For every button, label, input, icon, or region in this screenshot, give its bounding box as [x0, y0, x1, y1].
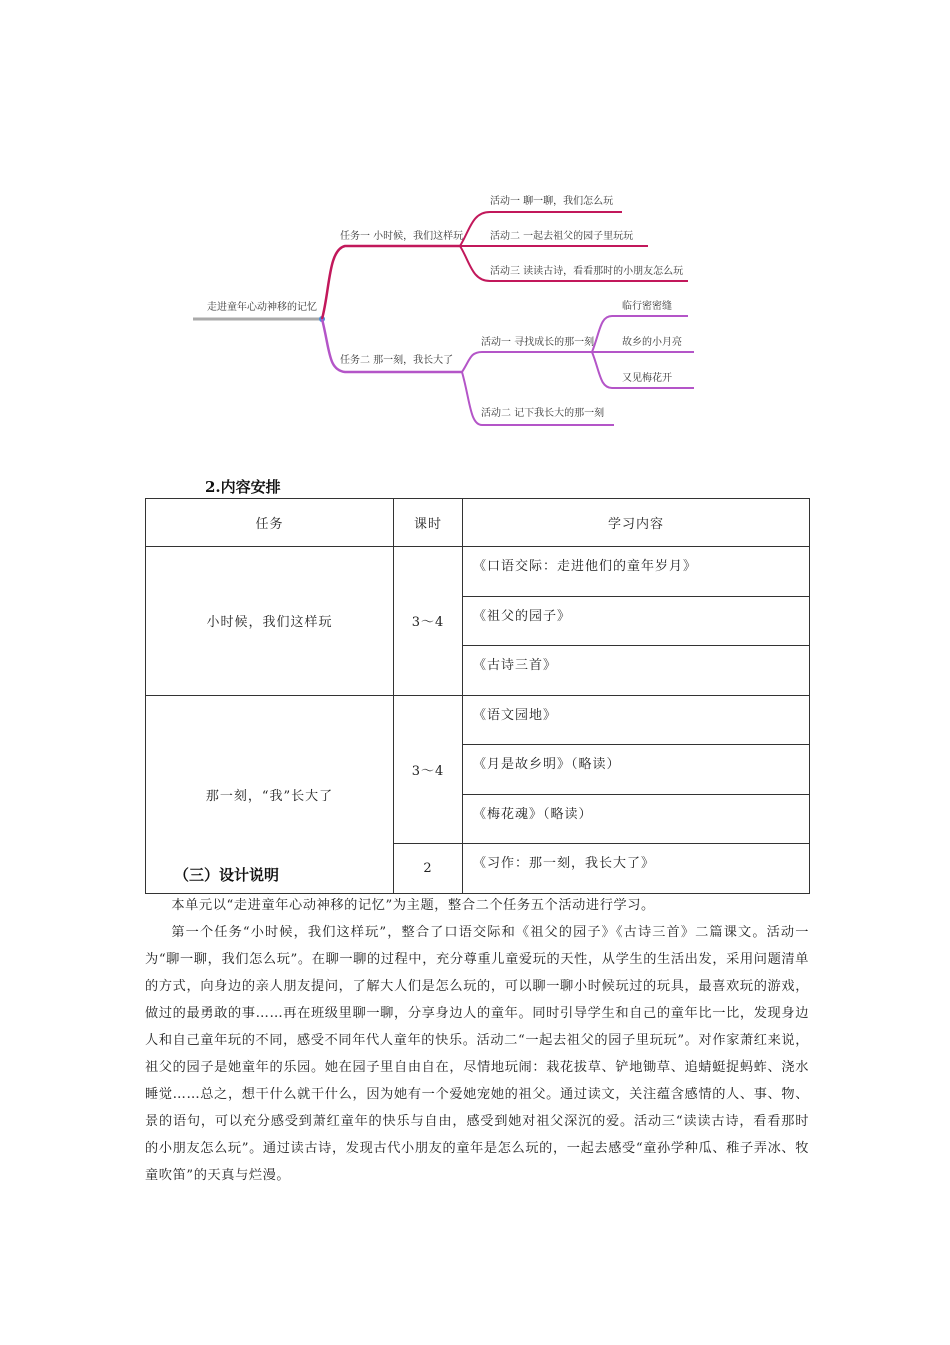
table-header-row [146, 499, 810, 547]
task1-activity2-label: 活动二 一起去祖父的园子里玩玩 [490, 231, 634, 242]
subitem1-label: 临行密密缝 [622, 301, 672, 312]
hours-cell: 2 [394, 844, 463, 894]
subitem3-label: 又见梅花开 [622, 373, 672, 384]
content-cell: 《口语交际：走进他们的童年岁月》 [463, 547, 810, 597]
content-cell: 《梅花魂》（略读） [463, 794, 810, 844]
content-cell: 《古诗三首》 [463, 646, 810, 696]
task1-connector [322, 246, 460, 319]
content-cell: 《习作：那一刻，我长大了》 [463, 844, 810, 894]
content-cell: 《语文园地》 [463, 695, 810, 745]
task1-activity3-label: 活动三 读读古诗，看看那时的小朋友怎么玩 [490, 266, 684, 277]
task-cell: 那一刻，“我”长大了 [146, 695, 394, 893]
task1-label: 任务一 小时候，我们这样玩 [340, 231, 464, 242]
hours-cell: 3～4 [394, 547, 463, 696]
section-title-content-arrangement: 2.内容安排 [205, 478, 281, 496]
hours-cell: 3～4 [394, 695, 463, 844]
section-title-design-notes: （三）设计说明 [174, 866, 280, 884]
design-notes-body [145, 892, 809, 1189]
subitem2-label: 故乡的小月亮 [622, 337, 682, 348]
task2-activity2-label: 活动二 记下我长大的那一刻 [481, 408, 605, 419]
task2-activity1-connector [462, 352, 592, 372]
header-hours: 课时 [394, 499, 463, 547]
paragraph: 第一个任务“小时候，我们这样玩”，整合了口语交际和《祖父的园子》《古诗三首》二篇课文。活动一为“聊一聊，我们怎么玩”。在聊一聊的过程中，充分尊重儿童爱玩的天性，从学生的生活出发，采用问题清单的方式，向身边的亲人朋友提问，了解大人们是怎么玩的，可以聊一聊小时候玩过的玩具，最喜欢玩的游戏，做过的最勇敢的事……再在班级里聊一聊，分享身边人的童年。同时引导学生和自己的童年比一比，发现身边人和自己童年玩的不同，感受不同年代人童年的快乐。活动二“一起去祖父的园子里玩玩”。对作家萧红来说，祖父的园子是她童年的乐园。她在园子里自由自在，尽情地玩闹：栽花拔草、铲地锄草、追蜻蜓捉蚂蚱、浇水睡觉……总之，想干什么就干什么，因为她有一个爱她宠她的祖父。通过读文，关注蕴含感情的人、事、物、景的语句，可以充分感受到萧红童年的快乐与自由，感受到她对祖父深沉的爱。活动三“读读古诗，看看那时的小朋友怎么玩”。通过读古诗，发现古代小朋友的童年是怎么玩的，一起去感受“童孙学种瓜、稚子弄冰、牧童吹笛”的天真与烂漫。 [145, 925, 809, 1183]
mind-map [0, 0, 950, 460]
task1-activity1-label: 活动一 聊一聊，我们怎么玩 [490, 196, 614, 207]
table-row [146, 695, 810, 745]
content-cell: 《月是故乡明》（略读） [463, 745, 810, 795]
root-label: 走进童年心动神移的记忆 [207, 302, 317, 313]
table-row [146, 547, 810, 597]
task-cell: 小时候，我们这样玩 [146, 547, 394, 696]
header-content: 学习内容 [463, 499, 810, 547]
header-task: 任务 [146, 499, 394, 547]
task2-label: 任务二 那一刻，我长大了 [340, 355, 454, 366]
content-cell: 《祖父的园子》 [463, 596, 810, 646]
paragraph: 本单元以“走进童年心动神移的记忆”为主题，整合二个任务五个活动进行学习。 [171, 898, 655, 913]
content-arrangement-table [145, 498, 810, 894]
task2-activity1-label: 活动一 寻找成长的那一刻 [481, 337, 595, 348]
